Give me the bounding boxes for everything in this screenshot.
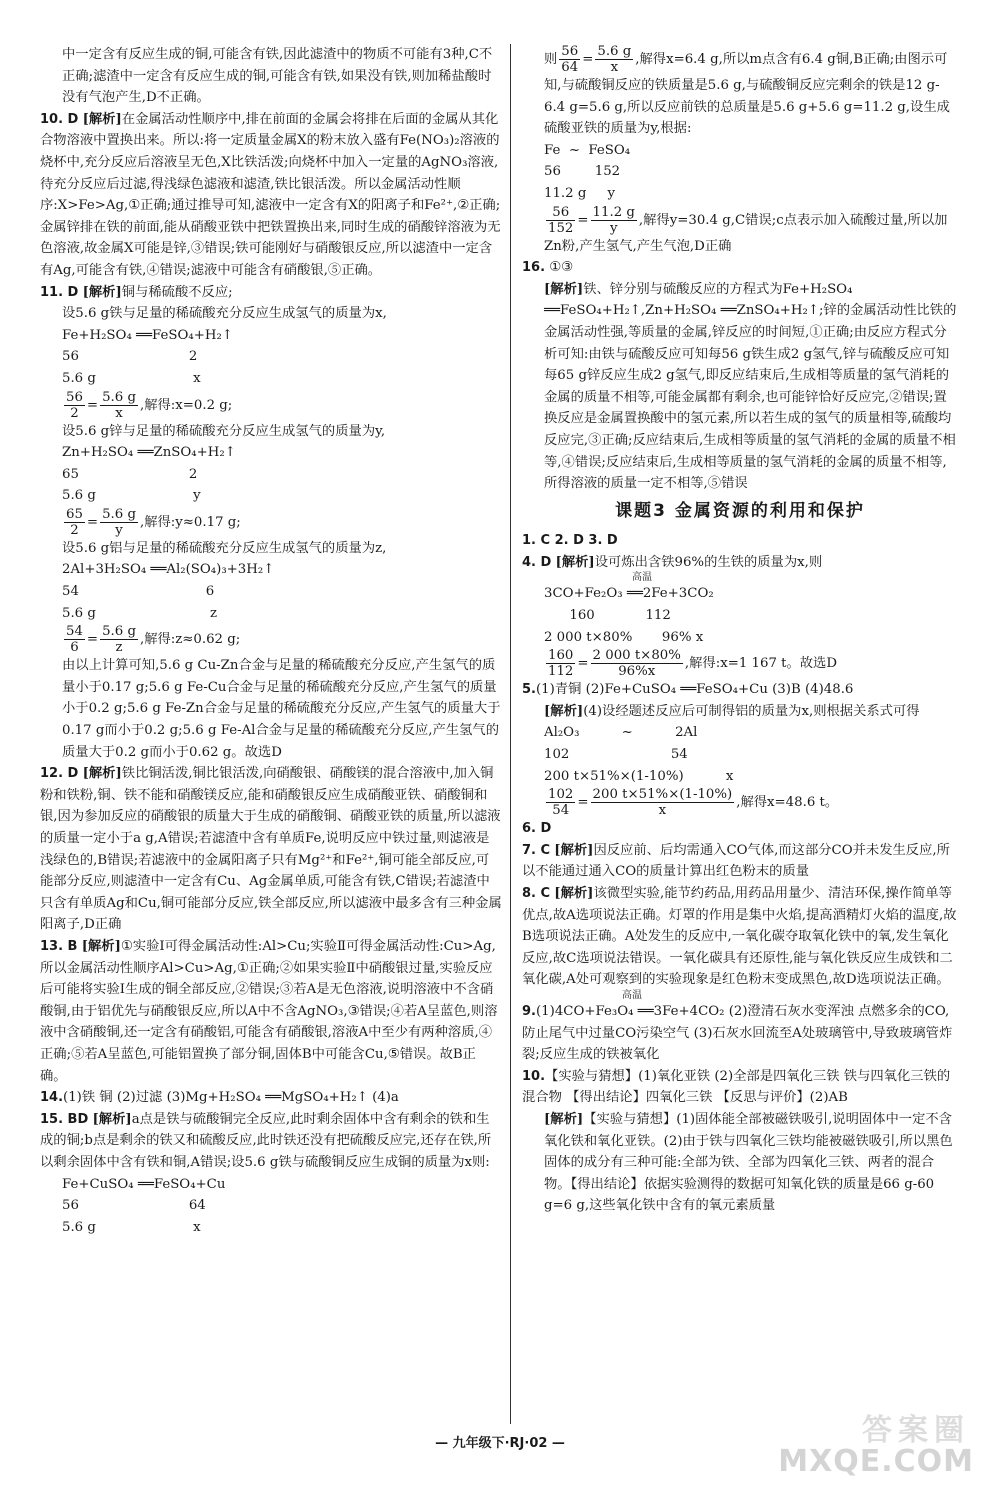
q11-equation-fe: Fe+H₂SO₄ ══FeSO₄+H₂↑ <box>62 327 233 343</box>
question-5: 5.(1)青铜 (2)Fe+CuSO₄ ══FeSO₄+Cu (3)B (4)48.6 <box>522 682 854 698</box>
q5-proportion: $\frac{102}{54}$ = $\frac{200 t\times 51\%\times(1-10\%)}{x}$ ,解得x=48.6 t。 <box>548 787 839 819</box>
q4-proportion: $\frac{160}{112}$ = $\frac{2 000 t\times 80\%}{96\%x}$ ,解得:x=1 167 t。故选D <box>548 648 838 680</box>
page-footer: — 九年级下·RJ·02 — <box>435 1436 565 1451</box>
q11-equation-zn: Zn+H₂SO₄ ══ZnSO₄+H₂↑ <box>62 445 236 461</box>
watermark-url: MXQE.COM <box>778 1444 974 1479</box>
question-6: 6. D <box>522 821 552 837</box>
question-14: 14.(1)铁 铜 (2)过滤 (3)Mg+H₂SO₄ ══MgSO₄+H₂↑ (4)a <box>40 1090 399 1106</box>
q4-equation: 3CO+Fe₂O₃ ══2Fe+3CO₂ <box>544 586 714 602</box>
question-10: 10. D [解析]在金属活动性顺序中,排在前面的金属会将排在后面的金属从其化合物溶液中置换出来。所以:将一定质量金属X的粉末放入盛有Fe(NO₃)₂溶液的烧杯中,充分反应后溶液呈无色,X比铁活泼;向烧杯中加入一定量的AgNO₃溶液,待充分反应后过滤,得浅绿色滤液和滤渣,铁比银活泼。所以金属活动性顺序:X>Fe>Ag,①正确;通过推导可知,滤液中一定含有X的阳离子和Fe²⁺,②正确;金属锌排在铁的前面,能从硝酸亚铁中把铁置换出来,同时生成的硝酸锌溶液为无色溶液,故金属X可能是锌,③错误;铁可能刚好与硝酸银反应,所以滤渣中一定含有Ag,可能含有铁,④错误;滤液中可能含有硝酸银,⑤正确。 <box>40 111 501 278</box>
question-8: 8. C [解析]该微型实验,能节约药品,用药品用量少、清洁环保,操作简单等优点,故A选项说法正确。灯罩的作用是集中火焰,提高酒精灯火焰的温度,故B选项说法正确。A处发生的反应中,一氧化碳夺取氧化铁中的氧,发生氧化反应,故C选项说法错误。一氧化碳具有还原性,能与氧化铁反应生成铁和二氧化碳,A处可观察到的实验现象是红色粉末变成黑色,故D选项说法正确。 <box>522 886 957 988</box>
question-13: 13. B [解析]①实验Ⅰ可得金属活动性:Al>Cu;实验Ⅱ可得金属活动性:Cu>Ag,所以金属活动性顺序Al>Cu>Ag,①正确;②如果实验Ⅱ中硝酸银过量,实验反应后可能将实验Ⅰ生成的铜全部反应,②错误;③若A是无色溶液,说明溶液中不含硝酸铜,由于铝优先与硝酸银反应,所以A中不含AgNO₃,③错误;④若A呈蓝色,则溶液中含硝酸铜,还一定含有硝酸铝,可能含有硝酸银,溶液A中至少有两种溶质,④正确;⑤若A呈蓝色,可能铝置换了部分铜,固体B中可能含Cu,⑤错误。故B正确。 <box>40 938 498 1084</box>
q15-ratio-row: 5.6 g x <box>62 1219 201 1235</box>
left-column <box>40 44 502 1238</box>
questions-1-3: 1. C 2. D 3. D <box>522 533 618 549</box>
right-column <box>522 44 958 1217</box>
q5-relation-row: Al₂O₃ ~ 2Al <box>544 725 698 741</box>
q5-explanation: [解析](4)设经题述反应后可制得铝的质量为x,则根据关系式可得 <box>544 703 920 719</box>
q4-ratio-row: 160 112 <box>544 608 671 624</box>
q11-proportion-al: $\frac{54}{6}$ = $\frac{5.6 g}{z}$ ,解得:z≈0.62 g; <box>66 624 241 656</box>
q11-ratio-row: 5.6 g z <box>62 605 218 621</box>
q11-ratio-row: 56 2 <box>62 349 198 365</box>
q11-ratio-row: 5.6 g x <box>62 370 201 386</box>
q5-relation-row: 200 t×51%×(1-10%) x <box>544 768 734 784</box>
q11-setup-zn: 设5.6 g锌与足量的稀硫酸充分反应生成氢气的质量为y, <box>62 423 386 439</box>
q16-explanation: [解析]铁、锌分别与硫酸反应的方程式为Fe+H₂SO₄ ══FeSO₄+H₂↑,Zn+H₂SO₄ ══ZnSO₄+H₂↑;锌的金属活动性比铁的金属活动性强,等质量的金属,锌反应的时间短,①正确;由反应方程式分析可知:由铁与硫酸反应可知每56 g铁生成2 g氢气,锌与硫酸反应可知每65 g锌反应生成2 g氢气,即反应结束后,生成相等质量的氢气消耗的金属的质量不相等,可能金属都有剩余,也可能锌恰好反应完,②错误;置换反应是金属置换酸中的氢元素,所以若生成的氢气的质量相等,硫酸均反应完,③正确;反应结束后,生成相等质量的氢气消耗的金属的质量不相等,④错误;反应结束后,生成相等质量的氢气消耗的金属的质量不相等,所得溶液的质量一定不相等,⑤错误 <box>544 281 957 492</box>
q15-relation-row: Fe ~ FeSO₄ <box>544 142 631 158</box>
q4-condition: 高温 <box>632 572 652 584</box>
q15-proportion: $\frac{56}{152}$ = $\frac{11.2 g}{y}$ ,解得y=30.4 g,C错误;c点表示加入硫酸过量,所以加Zn粉,产生氢气,产生气泡,D正确 <box>544 204 948 254</box>
q11-ratio-row: 54 6 <box>62 584 215 600</box>
question-4: 4. D [解析]设可炼出含铁96%的生铁的质量为x,则 <box>522 554 823 570</box>
q4-ratio-row: 2 000 t×80% 96% x <box>544 629 704 645</box>
q11-equation-al: 2Al+3H₂SO₄ ══Al₂(SO₄)₃+3H₂↑ <box>62 562 275 578</box>
q11-ratio-row: 65 2 <box>62 466 198 482</box>
question-15: 15. BD [解析]a点是铁与硫酸铜完全反应,此时剩余固体中含有剩余的铁和生成的铜;b点是剩余的铁又和硫酸反应,此时铁还没有把硫酸反应完,还存在铁,所以剩余固体中含有铁和铜,A错误;设5.6 g铁与硫酸铜反应生成铜的质量为x则: <box>40 1111 492 1170</box>
q15-relation-row: 11.2 g y <box>544 185 615 201</box>
q15-ratio-row: 56 64 <box>62 1198 206 1214</box>
question-9: 9.(1)4CO+Fe₃O₄ ══3Fe+4CO₂ (2)澄清石灰水变浑浊 点燃多余的CO,防止尾气中过量CO污染空气 (3)石灰水回流至A处玻璃管中,导致玻璃管炸裂;反应生成的铁被氧化 <box>522 1003 953 1063</box>
q11-setup-fe: 设5.6 g铁与足量的稀硫酸充分反应生成氢气的质量为x, <box>62 306 387 322</box>
question-7: 7. C [解析]因反应前、后均需通入CO气体,而这部分CO并未发生反应,所以不能通过通入CO的质量计算出红色粉末的质量 <box>522 842 950 880</box>
q15-continuation: 则 $\frac{56}{64}$ = $\frac{5.6 g}{x}$ ,解得x=6.4 g,所以m点含有6.4 g铜,B正确;由图示可知,与硫酸铜反应的铁质量是5.6 g,与硫酸铜反应完剩余的铁是12 g-6.4 g=5.6 g,所以反应前铁的总质量是5.6 g+5.6 g=11.2 g,设生成硫酸亚铁的质量为y,根据: <box>544 44 950 137</box>
q9-condition: 高温 <box>622 989 642 1001</box>
q10-explanation: [解析]【实验与猜想】(1)固体能全部被磁铁吸引,说明固体中一定不含氧化铁和氧化亚铁。(2)由于铁与四氧化三铁均能被磁铁吸引,所以黑色固体的成分有三种可能:全部为铁、全部为四氧化三铁、两者的混合物。【得出结论】依据实验测得的数据可知氧化铁的质量是66 g-60 g=6 g,这些氧化铁中含有的氧元素质量 <box>544 1111 953 1214</box>
column-divider <box>510 44 511 1424</box>
q15-relation-row: 56 152 <box>544 164 621 180</box>
q11-setup-al: 设5.6 g铝与足量的稀硫酸充分反应生成氢气的质量为z, <box>62 540 387 556</box>
question-12: 12. D [解析]铁比铜活泼,铜比银活泼,向硝酸银、硝酸镁的混合溶液中,加入铜粉和铁粉,铜、铁不能和硝酸镁反应,能和硝酸银反应生成硝酸亚铁、硝酸铜和银,因为参加反应的硝酸银的质量大于生成的硝酸铜、硝酸亚铁的质量,所以滤液的质量一定小于a g,A错误;若滤渣中含有单质Fe,说明反应中铁过量,则滤液是浅绿色的,B错误;若滤液中的金属阳离子只有Mg²⁺和Fe²⁺,铜可能全部反应,可能部分反应,则滤渣中一定含有Cu、Ag金属单质,可能含有铁,C错误;若滤渣中只含有单质Ag和Cu,铜可能部分反应,铁全部反应,所以滤液中最多含有三种金属阳离子,D正确 <box>40 766 502 933</box>
q11-proportion-fe: $\frac{56}{2}$ = $\frac{5.6 g}{x}$ ,解得:x=0.2 g; <box>66 389 233 421</box>
watermark-logo: 答案圈 <box>862 1413 970 1448</box>
q11-proportion-zn: $\frac{65}{2}$ = $\frac{5.6 g}{y}$ ,解得:y≈0.17 g; <box>66 506 241 538</box>
question-16: 16. ①③ <box>522 260 574 276</box>
q5-relation-row: 102 54 <box>544 747 688 763</box>
question-11: 11. D [解析]铜与稀硫酸不反应; <box>40 284 233 300</box>
q9-continuation: 中一定含有反应生成的铜,可能含有铁,因此滤渣中的物质不可能有3种,C不正确;滤渣中一定含有反应生成的铜,可能含有铁,如果没有铁,则加稀盐酸时没有气泡产生,D不正确。 <box>62 47 493 106</box>
q15-equation: Fe+CuSO₄ ══FeSO₄+Cu <box>62 1176 226 1192</box>
q11-ratio-row: 5.6 g y <box>62 488 201 504</box>
q11-conclusion: 由以上计算可知,5.6 g Cu-Zn合金与足量的稀硫酸充分反应,产生氢气的质量小于0.17 g;5.6 g Fe-Cu合金与足量的稀硫酸充分反应,产生氢气的质量小于0.2 g;5.6 g Fe-Zn合金与足量的稀硫酸充分反应,产生氢气的质量大于0.17 g而小于0.2 g;5.6 g Fe-Al合金与足量的稀硫酸充分反应,产生氢气的质量大于0.2 g而小于0.62 g。故选D <box>62 658 501 760</box>
question-10-right: 10.【实验与猜想】(1)氧化亚铁 (2)全部是四氧化三铁 铁与四氧化三铁的混合物 【得出结论】四氧化三铁 【反思与评价】(2)AB <box>522 1068 951 1106</box>
section-title: 课题3 金属资源的利用和保护 <box>615 500 865 521</box>
